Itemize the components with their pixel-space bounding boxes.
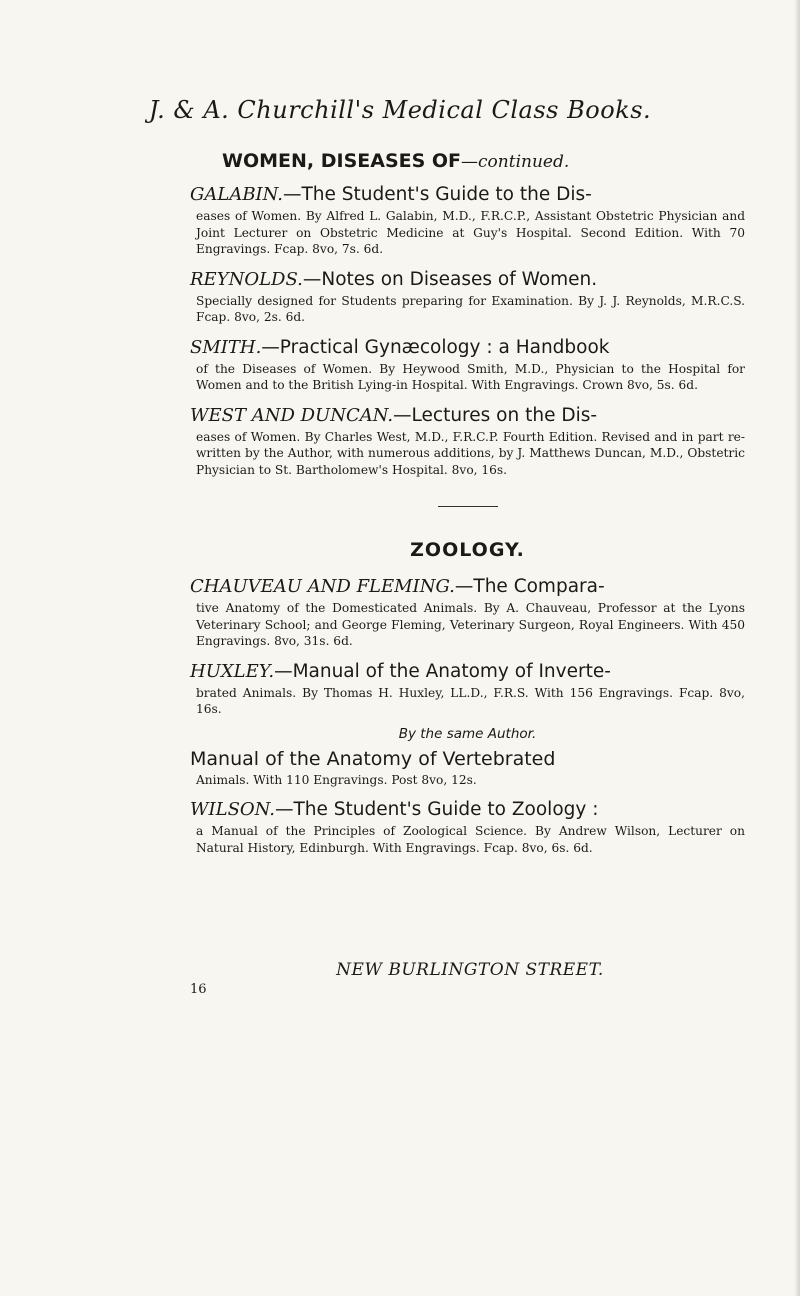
entry-title: —Lectures on the Dis- xyxy=(393,404,598,426)
entry-description: eases of Women. By Charles West, M.D., F.R.C.P. Fourth Edition. Revised and in part re-written by the Author, with numerous additions, by J. Matthews Duncan, M.D., Obstetric Physician to St. Bartholomew's Hospital. 8vo, 16s. xyxy=(196,429,745,477)
entry-author: HUXLEY. xyxy=(190,660,275,682)
entry-reynolds xyxy=(190,266,745,326)
entry-wilson xyxy=(190,796,745,856)
entry-title: —The Compara- xyxy=(454,576,605,597)
entry-title: Manual of the Anatomy of Vertebrated xyxy=(190,747,556,770)
entry-huxley-vertebrated xyxy=(190,746,745,789)
entry-author: WILSON. xyxy=(190,799,275,820)
entry-smith xyxy=(190,334,745,394)
section-title-women xyxy=(222,148,745,175)
page-content xyxy=(190,148,745,864)
entry-description: of the Diseases of Women. By Heywood Smith, M.D., Physician to the Hospital for Women and to the British Lying-in Hospital. With Engravings. Crown 8vo, 5s. 6d. xyxy=(196,361,745,392)
same-author-byline: By the same Author. xyxy=(398,725,537,742)
entry-description: Animals. With 110 Engravings. Post 8vo, 12s. xyxy=(196,772,477,787)
running-head: J. & A. Churchill's Medical Class Books. xyxy=(148,96,652,124)
section-title-text: WOMEN, DISEASES OF xyxy=(222,150,462,172)
continued-label: —continued. xyxy=(461,152,570,172)
entry-author: GALABIN. xyxy=(190,184,283,205)
page-edge xyxy=(794,0,800,1296)
entry-title: —The Student's Guide to Zoology : xyxy=(274,799,599,820)
page-number: 16 xyxy=(190,982,207,997)
entry-author: REYNOLDS. xyxy=(190,268,303,290)
entry-title: —The Student's Guide to the Dis- xyxy=(283,184,592,205)
entry-chauveau-fleming xyxy=(190,573,745,650)
entry-author: SMITH. xyxy=(190,336,262,358)
entry-author: WEST AND DUNCAN. xyxy=(190,404,394,426)
entry-west-duncan xyxy=(190,402,745,479)
footer-street: NEW BURLINGTON STREET. xyxy=(336,960,604,980)
entry-description: Specially designed for Students preparing for Examination. By J. J. Reynolds, M.R.C.S. Fcap. 8vo, 2s. 6d. xyxy=(196,293,745,324)
entry-title: —Manual of the Anatomy of Inverte- xyxy=(274,660,611,682)
entry-description: brated Animals. By Thomas H. Huxley, LL.D., F.R.S. With 156 Engravings. Fcap. 8vo, 16s. xyxy=(196,685,745,716)
section-divider xyxy=(438,506,498,507)
entry-galabin xyxy=(190,181,745,258)
entry-huxley xyxy=(190,658,745,718)
entry-author: CHAUVEAU AND FLEMING. xyxy=(190,576,455,597)
section-title-zoology: ZOOLOGY. xyxy=(410,539,525,561)
entry-description: tive Anatomy of the Domesticated Animals. By A. Chauveau, Professor at the Lyons Veterinary School; and George Fleming, Veterinary Surgeon, Royal Engineers. With 450 Engravings. 8vo, 31s. 6d. xyxy=(196,601,745,648)
entry-description: a Manual of the Principles of Zoological Science. By Andrew Wilson, Lecturer on Natural History, Edinburgh. With Engravings. Fcap. 8vo, 6s. 6d. xyxy=(196,824,745,855)
entry-title: —Notes on Diseases of Women. xyxy=(302,268,598,290)
entry-description: eases of Women. By Alfred L. Galabin, M.D., F.R.C.P., Assistant Obstetric Physician and Joint Lecturer on Obstetric Medicine at Guy's Hospital. Second Edition. With 70 Engravings. Fcap. 8vo, 7s. 6d. xyxy=(196,209,745,256)
entry-title: —Practical Gynæcology : a Handbook xyxy=(261,336,610,358)
